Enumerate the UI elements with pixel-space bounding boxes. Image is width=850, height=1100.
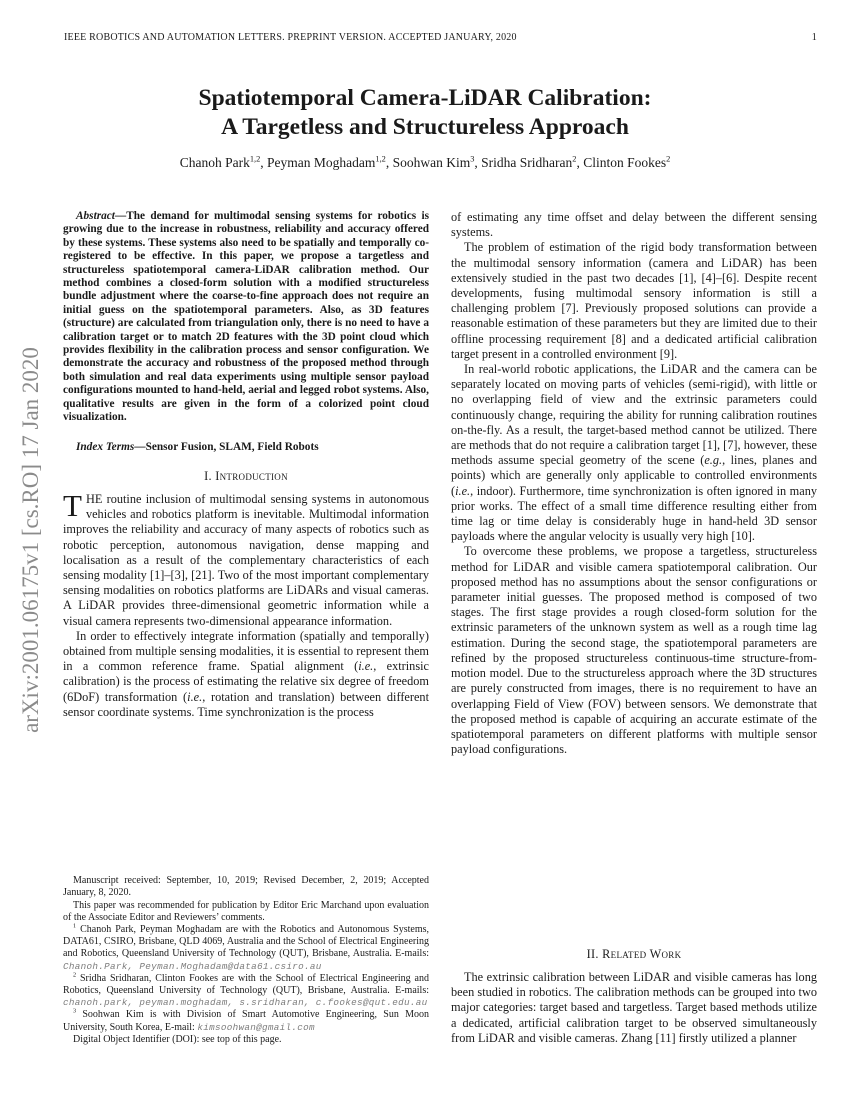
- paragraph-text: , extrinsic calibration) is the process of estimating the relative six degree of freedom (6DoF) transformation (: [63, 659, 429, 704]
- index-terms-text: —Sensor Fusion, SLAM, Field Robots: [134, 440, 319, 453]
- author-affiliation-sup: 1,2: [375, 154, 386, 164]
- section-number: II.: [586, 946, 599, 961]
- footnote-affiliation-1: [63, 924, 429, 973]
- paragraph-text: In real-world robotic applications, the LiDAR and the camera can be separately located on moving parts of vehicles (semi-rigid), with little or no overlapping field of view and the extrinsic parameters could continuously change, requiring the ability for running calibration routines on-the-fly. As a result, the target-based method cannot be utilized. There are methods that do not require a calibration target [1], [7], however, these methods assume special geometry of the scene (: [451, 362, 817, 468]
- footnote-received: Manuscript received: September, 10, 2019; Revised December, 2, 2019; Accepted January, 8, 2020.: [63, 875, 429, 899]
- author-affiliation-sup: 3: [470, 154, 475, 164]
- footnote-doi: Digital Object Identifier (DOI): see top of this page.: [73, 1033, 282, 1045]
- author-name: , Clinton Fookes: [576, 155, 667, 170]
- author-name: , Soohwan Kim: [385, 155, 471, 170]
- section-title: Introduction: [215, 468, 288, 483]
- latin-abbrev: i.e.: [358, 659, 374, 674]
- two-column-body: [63, 210, 817, 1046]
- paper-title-line1: Spatiotemporal Camera-LiDAR Calibration:: [198, 85, 652, 111]
- latin-abbrev: e.g.: [704, 453, 723, 468]
- author-affiliation-sup: 1,2: [249, 154, 261, 164]
- drop-cap: T: [63, 487, 82, 523]
- paragraph: [63, 487, 429, 629]
- footnotes: [63, 875, 429, 1046]
- arxiv-watermark: arXiv:2001.06175v1 [cs.RO] 17 Jan 2020: [18, 347, 43, 733]
- paragraph: The problem of estimation of the rigid body transformation between the multimodal sensory information (camera and LiDAR) has been extensively studied in the past two decades [1], [4]–[6]. Despite recent developments, fusing multimodal sensory information is still a challenging problem [7]. Previously proposed solutions can provide a reasonable estimation of these parameters but they are limited due to their offline processing requirement [8] and a dedicated artificial calibration target present in a controlled environment [9].: [451, 240, 817, 361]
- paragraph: The extrinsic calibration between LiDAR and visible cameras has long been studied in robotics. The calibration methods can be grouped into two major categories: target based and targetless. Target based methods utilize a dedicated, artificial calibration target to be observed simultaneously from LiDAR and visible cameras. Zhang [11] firstly utilized a planner: [451, 969, 817, 1045]
- latin-abbrev: i.e.: [187, 689, 203, 704]
- section-title: Related Work: [602, 946, 682, 961]
- footnote-text: Soohwan Kim is with Division of Smart Automotive Engineering, Sun Moon University, South Korea, E-mail:: [63, 1009, 429, 1033]
- abstract-text: —The demand for multimodal sensing systems for robotics is growing due to the increase in robustness, reliability and accuracy offered by these systems. These systems also need to be spatially and temporally co-registered to be effective. In this paper, we propose a targetless and structureless spatiotemporal camera-LiDAR calibration method. Our method combines a closed-form solution with a modified structureless bundle adjustment where the coarse-to-fine approach does not require an initial guess on the spatiotemporal parameters. Also, as 3D features (structure) are calculated from triangulation only, there is no need to have a calibration target or to match 2D features with the 3D point cloud which provides flexibility in the calibration process and sensor configuration. We demonstrate the accuracy and robustness of the proposed method through both simulation and real data experiments using multiple sensor payload configurations mounted to hand-held, aerial and legged robot systems. Also, qualitative results are given in the form of a colorized point cloud visualization.: [63, 210, 429, 424]
- footnote-affiliation-2: [63, 973, 429, 1010]
- paragraph: [63, 629, 429, 720]
- abstract: [63, 210, 429, 425]
- paragraph-text: routine inclusion of multimodal sensing systems in autonomous vehicles and robotics platform is inevitable. Multimodal information improves the reliability and accuracy of many aspects of robotics such as robotic perception, autonomous navigation, dense mapping and localisation as a result of the complementary characteristics of each sensing modality [1]–[3], [21]. Two of the most important complementary sensing modalities on robotics platforms are LiDARs and visual cameras. A LiDAR provides three-dimensional geometric information while a visual camera represents two-dimensional appearance information.: [63, 491, 429, 628]
- page-number: 1: [811, 32, 817, 43]
- email-address: Chanoh.Park, Peyman.Moghadam@data61.csiro.au: [63, 960, 322, 972]
- journal-line: IEEE ROBOTICS AND AUTOMATION LETTERS. PREPRINT VERSION. ACCEPTED JANUARY, 2020: [64, 32, 517, 43]
- author-name: , Peyman Moghadam: [260, 155, 376, 170]
- footnote-text: Sridha Sridharan, Clinton Fookes are with the School of Electrical Engineering and Robotics, Queensland University of Technology (QUT), Brisbane, Australia. E-mails:: [63, 972, 429, 996]
- paragraph-text: , lines, planes and points) which are generally only applicable to controlled environments (: [451, 453, 818, 498]
- author-affiliation-sup: 2: [572, 154, 577, 164]
- title-block: [0, 84, 850, 171]
- right-column: [451, 210, 817, 1046]
- footnote-marker: 2: [73, 971, 77, 979]
- paragraph-text: , rotation and translation) between different sensor coordinate systems. Time synchronization is the process: [63, 689, 429, 719]
- paragraph: To overcome these problems, we propose a targetless, structureless method for LiDAR and visible camera spatiotemporal calibration. Our proposed method has no assumptions about the sensor configurations or parameter initial guesses. The proposed method is composed of two stages. The first stage provides a rough closed-form solution for the extrinsic parameters of the unknown system as well as a rough time lag estimation. During the second stage, the spatiotemporal parameters are refined by the proposed structureless continuous-time structure-from-motion model. Due to the structureless approach where the 3D structures are purely constructed from images, there is no requirement to have an overlapping Field of View (FOV) between sensors. We demonstrate that the proposed method is capable of acquiring an accurate estimate of the spatiotemporal parameters on different platforms with multiple sensor payload configurations.: [451, 544, 817, 757]
- author-name: , Sridha Sridharan: [474, 155, 573, 170]
- related-work-block: [451, 932, 817, 1046]
- footnote-affiliation-3: [63, 1009, 429, 1033]
- right-column-text: [451, 210, 817, 757]
- author-affiliation-sup: 2: [666, 154, 671, 164]
- email-address: kimsoohwan@gmail.com: [197, 1021, 315, 1033]
- footnote-marker: 1: [73, 922, 77, 930]
- introduction-text: [63, 487, 429, 720]
- paragraph-text: , indoor). Furthermore, time synchronization is often ignored in many prior works. The effect of a small time difference resulting either from time lag or time delay is considerably huge in hand-held 3D sensor payloads where the angular velocity is usually very high [10].: [451, 483, 817, 544]
- running-header: [64, 32, 817, 43]
- author-line: [0, 155, 850, 171]
- paragraph: [451, 362, 817, 544]
- index-terms: [63, 441, 429, 454]
- paragraph-text: In order to effectively integrate information (spatially and temporally) obtained from multiple sensing modalities, it is essential to represent them in a common reference frame. Spatial alignment (: [63, 628, 429, 674]
- email-address: chanoh.park, peyman.moghadam, s.sridharan, c.fookes@qut.edu.au: [63, 997, 428, 1009]
- related-work-text: [451, 970, 817, 1046]
- footnote-text: Chanoh Park, Peyman Moghadam are with the Robotics and Autonomous Systems, DATA61, CSIRO, Brisbane, QLD 4069, Australia and the School of Electrical Engineering and Robotics, Queensland University of Technology (QUT), Brisbane, Australia. E-mails:: [63, 923, 429, 960]
- paper-title-line2: A Targetless and Structureless Approach: [221, 114, 629, 140]
- drop-cap-caps: HE: [85, 491, 103, 506]
- footnote-editor: This paper was recommended for publication by Editor Eric Marchand upon evaluation of the Associate Editor and Reviewers’ comments.: [63, 899, 429, 923]
- left-column: [63, 210, 429, 1046]
- abstract-label: Abstract: [76, 210, 115, 222]
- section-heading-introduction: [63, 469, 429, 484]
- latin-abbrev: i.e.: [455, 483, 471, 498]
- paper-title: [0, 84, 850, 142]
- index-terms-label: Index Terms: [76, 440, 135, 453]
- paragraph: of estimating any time offset and delay between the different sensing systems.: [451, 210, 817, 240]
- section-number: I.: [204, 468, 212, 483]
- author-name: Chanoh Park: [179, 155, 250, 170]
- footnote-marker: 3: [73, 1008, 77, 1016]
- section-heading-related-work: [451, 947, 817, 962]
